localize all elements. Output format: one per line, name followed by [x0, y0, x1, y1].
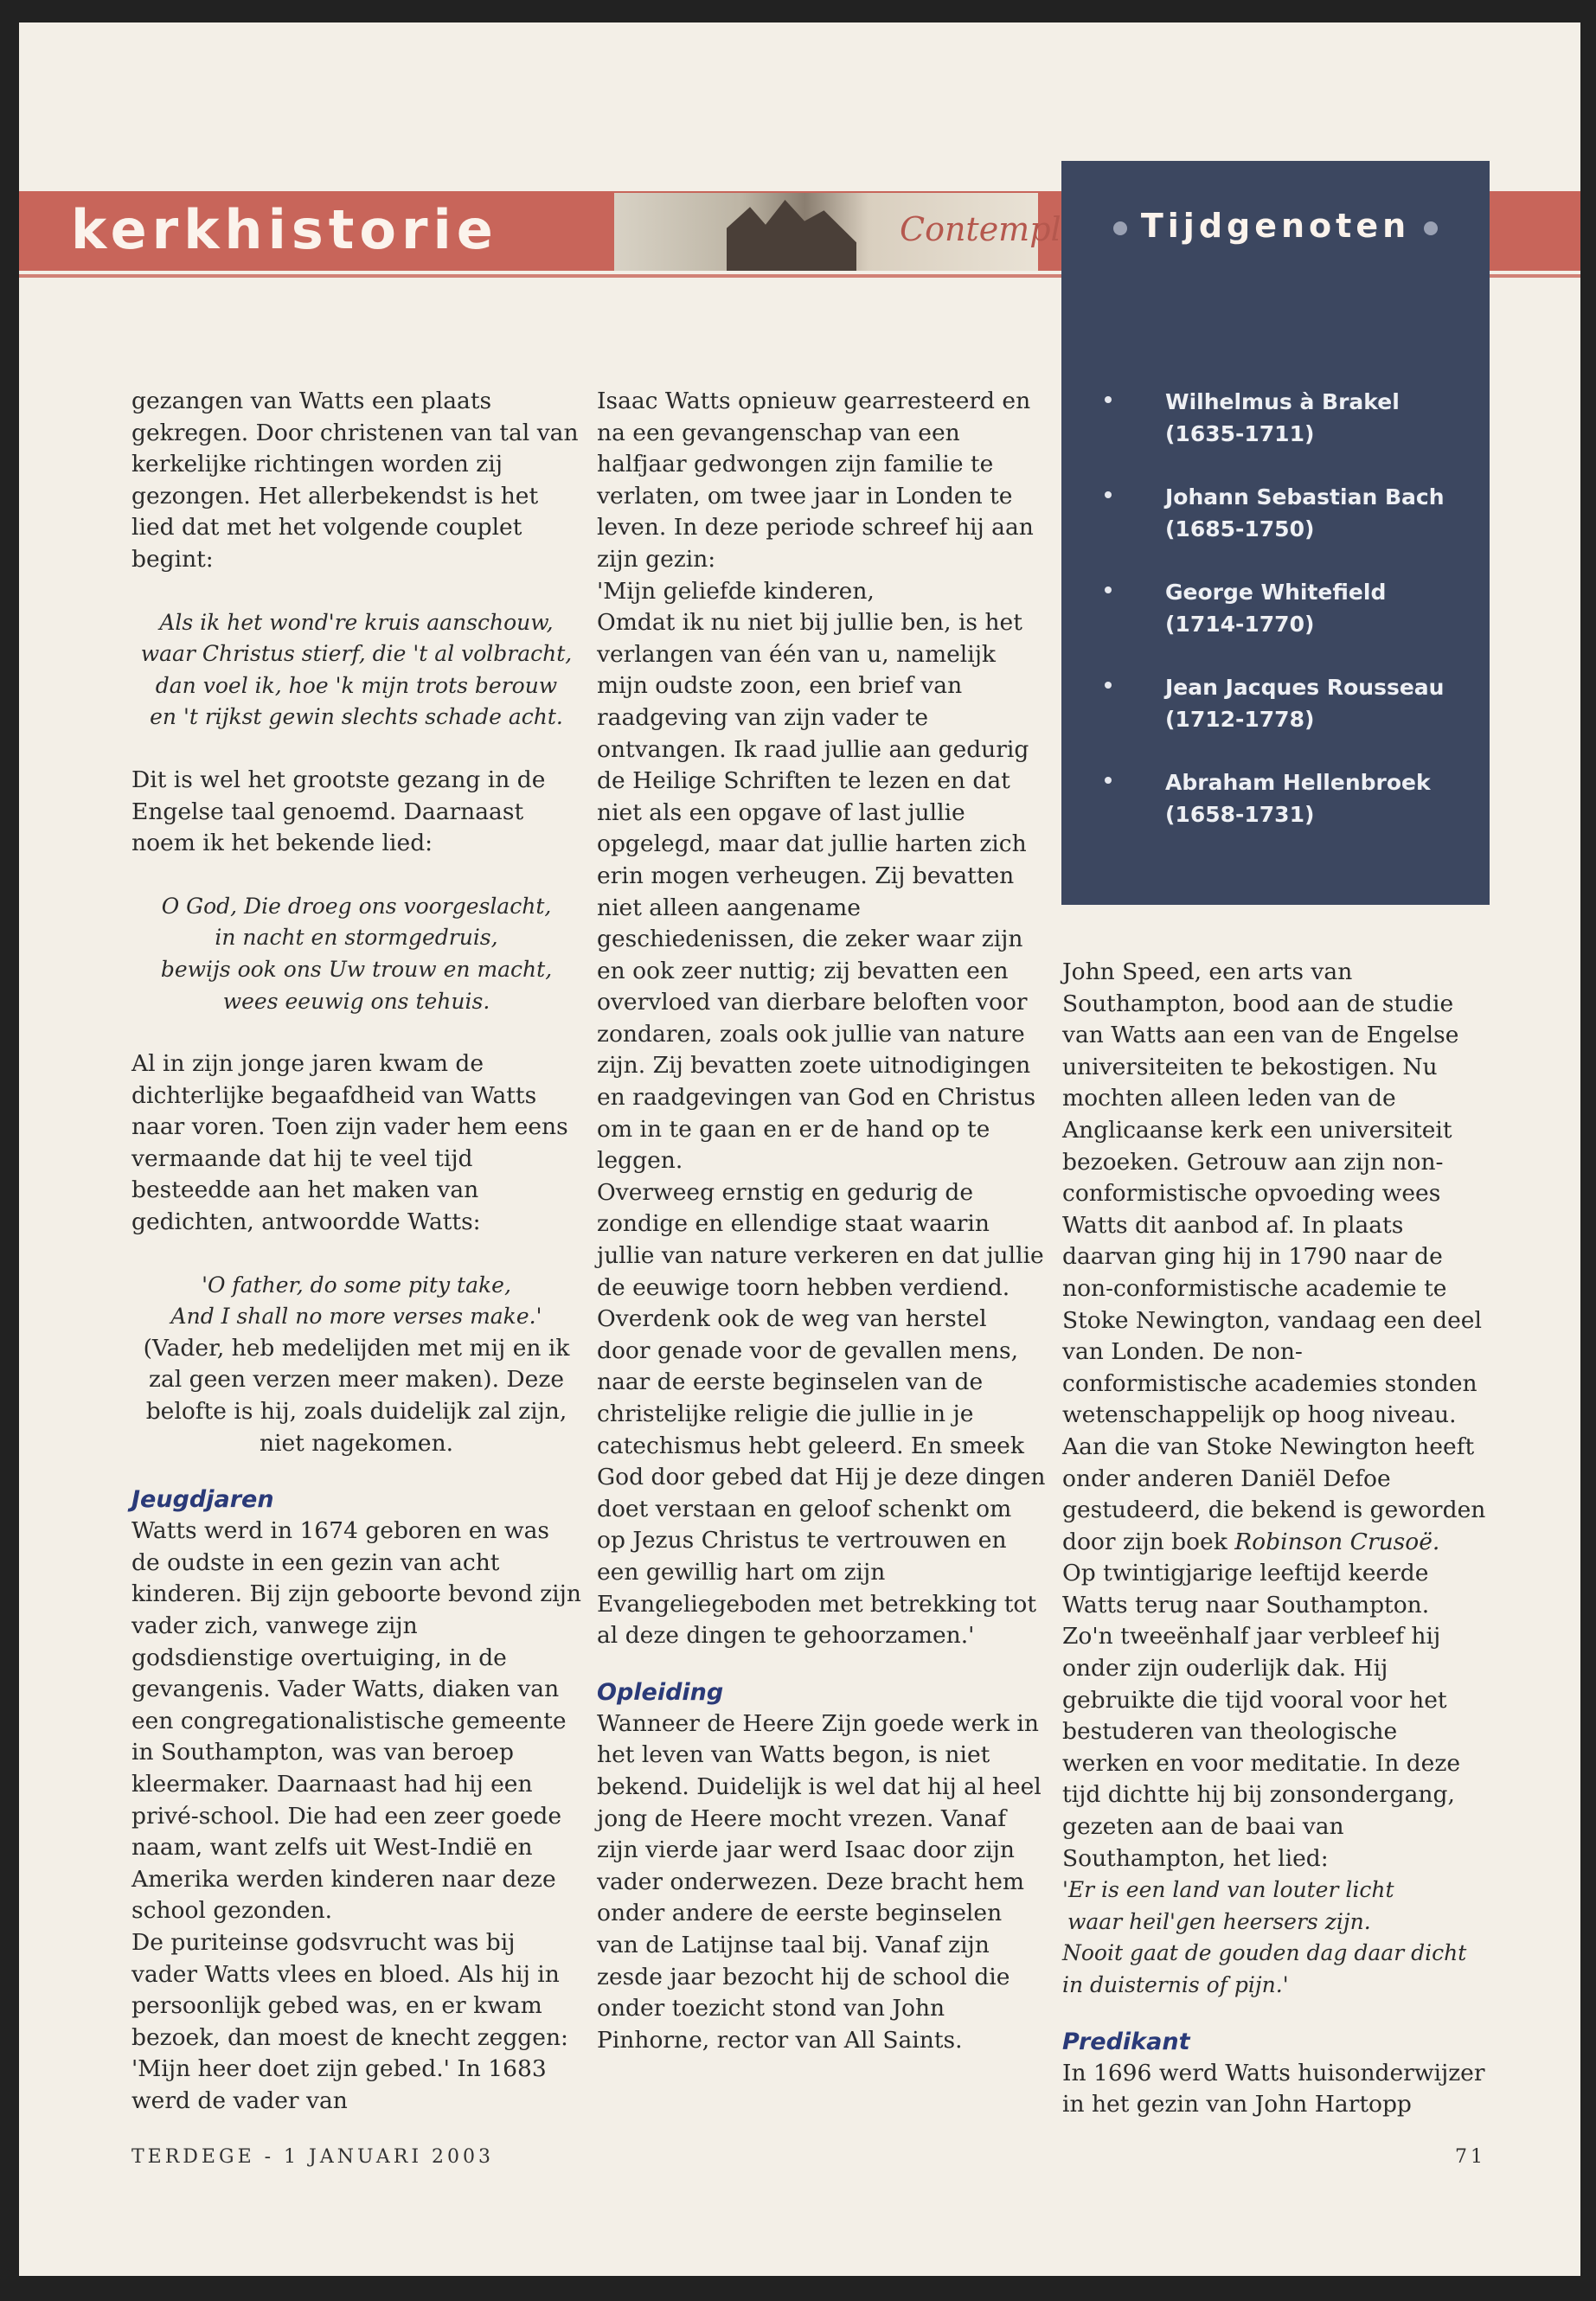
- bullet-icon: [1105, 491, 1112, 498]
- paragraph: gezangen van Watts een plaats gekregen. Door christenen van tal van kerkelijke richtingen worden zij gezongen. Het allerbekendst is het lied dat met het volgende couplet begint:: [131, 388, 579, 573]
- hymn-verse-3: [1062, 1875, 1486, 2001]
- bullet-icon: [1105, 586, 1112, 593]
- contemporary-years: (1658-1731): [1165, 802, 1315, 827]
- rooftops-illustration: [727, 200, 856, 271]
- paragraph: Wanneer de Heere Zijn goede werk in het leven van Watts begon, is niet bekend. Duidelijk is wel dat hij al heel jong de Heere mocht vrezen. Vanaf zijn vierde jaar werd Isaac door zijn vader onderwezen. Deze bracht hem onder andere de eerste beginselen van de Latijnse taal bij. Vanaf zijn zesde jaar bezocht hij de school die onder toezicht stond van John Pinhorne, rector van All Saints.: [597, 1709, 1042, 2054]
- contemporaries-list: [1105, 386, 1477, 862]
- paragraph: In 1696 werd Watts huisonderwijzer in het gezin van John Hartopp: [1062, 2059, 1485, 2118]
- paragraph-text: John Speed, een arts van Southampton, bood aan de studie van Watts aan een van de Engelse universiteiten te bekostigen. Nu mochten alleen leden van de Anglicaanse kerk een universiteit bezoeken. Getrouw aan zijn non-conformistische opvoeding wees Watts dit aanbod af. In plaats daarvan ging hij in 1790 naar de non-conformistische academie te Stoke Newington, vandaag een deel van Londen. De non-conformistische academies stonden wetenschappelijk op hoog niveau. Aan die van Stoke Newington heeft onder anderen Daniël Defoe gestudeerd, die bekend is geworden door zijn boek: [1062, 958, 1486, 1555]
- bullet-icon: [1105, 396, 1112, 403]
- contemporary-name: Wilhelmus à Brakel: [1165, 389, 1400, 414]
- verse-line: en 't rijkst gewin slechts schade acht.: [150, 704, 563, 730]
- bullet-icon: [1105, 682, 1112, 689]
- paragraph: Omdat ik nu niet bij jullie ben, is het verlangen van één van u, namelijk mijn oudste zoon, een brief van raadgeving van zijn vader te ontvangen. Ik raad jullie aan gedurig de Heilige Schriften te lezen en dat niet als een opgave of last jullie opgelegd, maar dat jullie harten zich erin mogen verheugen. Zij bevatten niet alleen aangename geschiedenissen, die zeker waar zijn en ook zeer nuttig; zij bevatten een overvloed van dierbare beloften voor zondaren, zoals ook jullie van nature zijn. Zij bevatten zoete uitnodigingen en raadgevingen van God en Christus om in te gaan en er de hand op te leggen.: [597, 609, 1036, 1175]
- paragraph: Overweeg ernstig en gedurig de zondige en ellendige staat waarin jullie van nature verkeren en dat jullie de eeuwige toorn hebben verdiend. Overdenk ook de weg van herstel door genade voor de gevallen mens, naar de eerste beginselen van de christelijke religie die jullie in je catechismus hebt geleerd. En smeek God door gebed dat Hij je deze dingen doet verstaan en geloof schenkt om op Jezus Christus te vertrouwen en een gewillig hart om zijn Evangeliegeboden met betrekking tot al deze dingen te gehoorzamen.': [597, 1178, 1046, 1650]
- contemporary-name: Abraham Hellenbroek: [1165, 770, 1431, 795]
- contemporary-years: (1635-1711): [1165, 421, 1315, 446]
- verse-line: And I shall no more verses make.': [170, 1304, 542, 1330]
- list-item: [1105, 576, 1477, 671]
- header-vignette-image: [614, 193, 1061, 271]
- hymn-verse-2: [131, 891, 581, 1017]
- contemporary-name: Johann Sebastian Bach: [1165, 484, 1445, 510]
- paragraph: Dit is wel het grootste gezang in de Engelse taal genoemd. Daarnaast noem ik het bekende lied:: [131, 766, 546, 857]
- verse-line: waar Christus stierf, die 't al volbracht,: [140, 641, 573, 667]
- verse-line: Als ik het wond're kruis aanschouw,: [159, 609, 554, 635]
- verse-line: 'O father, do some pity take,: [202, 1272, 511, 1298]
- verse-line: Nooit gaat de gouden dag daar dicht: [1062, 1940, 1467, 1966]
- english-verse: [131, 1270, 581, 1333]
- verse-line: O God, Die droeg ons voorgeslacht,: [161, 893, 552, 919]
- vignette-handwriting: Contempl: [900, 210, 1061, 248]
- translation-paragraph: (Vader, heb medelijden met mij en ik zal geen verzen meer maken). Deze belofte is hij, zoals duidelijk zal zijn, niet nagekomen.: [143, 1334, 570, 1457]
- article-column-2: [597, 386, 1047, 2056]
- hymn-verse-1: [131, 607, 581, 734]
- contemporary-name: Jean Jacques Rousseau: [1165, 675, 1445, 700]
- paragraph: Op twintigjarige leeftijd keerde Watts terug naar Southampton. Zo'n tweeënhalf jaar verbleef hij onder zijn ouderlijk dak. Hij gebruikte die tijd vooral voor het bestuderen van theologische werken en voor meditatie. In deze tijd dichtte hij bij zonsondergang, gezeten aan de baai van Southampton, het lied:: [1062, 1560, 1461, 1872]
- magazine-page: [19, 22, 1580, 2276]
- verse-line: waar heil'gen heersers zijn.: [1067, 1908, 1371, 1934]
- article-column-3: [1062, 957, 1486, 2121]
- list-item: [1105, 766, 1477, 862]
- list-item: [1105, 386, 1477, 481]
- verse-line: 'Er is een land van louter licht: [1062, 1877, 1394, 1903]
- book-title: Robinson Crusoë.: [1234, 1528, 1440, 1555]
- page-number: 71: [1455, 2146, 1486, 2168]
- section-title: kerkhistorie: [71, 198, 498, 261]
- title-dot-right: [1424, 221, 1438, 235]
- paragraph: Watts werd in 1674 geboren en was de oudste in een gezin van acht kinderen. Bij zijn geboorte bevond zijn vader zich, vanwege zijn godsdienstige overtuiging, in de gevangenis. Vader Watts, diaken van een congregationalistische gemeente in Southampton, was van beroep kleermaker. Daarnaast had hij een privé-school. Die had een zeer goede naam, want zelfs uit West-Indië en Amerika werden kinderen naar deze school gezonden.: [131, 1517, 581, 1925]
- title-dot-left: [1113, 221, 1127, 235]
- list-item: [1105, 671, 1477, 766]
- verse-line: dan voel ik, hoe 'k mijn trots berouw: [155, 672, 558, 698]
- subheading-jeugdjaren: Jeugdjaren: [131, 1486, 274, 1514]
- verse-line: in duisternis of pijn.': [1062, 1972, 1289, 1997]
- verse-line: bewijs ook ons Uw trouw en macht,: [160, 956, 553, 982]
- paragraph: Al in zijn jonge jaren kwam de dichterlijke begaafdheid van Watts naar voren. Toen zijn vader hem eens vermaande dat hij te veel tijd besteedde aan het maken van gedichten, antwoordde Watts:: [131, 1050, 568, 1236]
- paragraph: Isaac Watts opnieuw gearresteerd en na een gevangenschap van een halfjaar gedwongen zijn familie te verlaten, om twee jaar in Londen te leven. In deze periode schreef hij aan zijn gezin:: [597, 388, 1034, 573]
- letter-salutation: 'Mijn geliefde kinderen,: [597, 577, 875, 605]
- list-item: [1105, 481, 1477, 576]
- verse-line: in nacht en stormgedruis,: [215, 925, 498, 951]
- contemporaries-title: [1061, 195, 1490, 256]
- publication-footer: TERDEGE - 1 JANUARI 2003: [131, 2146, 494, 2168]
- contemporary-years: (1685-1750): [1165, 516, 1315, 542]
- subheading-opleiding: Opleiding: [597, 1678, 724, 1706]
- contemporary-name: George Whitefield: [1165, 580, 1387, 605]
- contemporary-years: (1712-1778): [1165, 707, 1315, 732]
- verse-line: wees eeuwig ons tehuis.: [222, 988, 490, 1014]
- paragraph: [1062, 957, 1486, 1558]
- contemporaries-title-text: Tijdgenoten: [1140, 207, 1411, 245]
- article-column-1: [131, 386, 581, 2118]
- contemporary-years: (1714-1770): [1165, 612, 1315, 637]
- subheading-predikant: Predikant: [1062, 2028, 1190, 2055]
- bullet-icon: [1105, 777, 1112, 784]
- paragraph: De puriteinse godsvrucht was bij vader Watts vlees en bloed. Als hij in persoonlijk gebed was, en er kwam bezoek, dan moest de knecht zeggen: 'Mijn heer doet zijn gebed.' In 1683 werd de vader van: [131, 1928, 568, 2114]
